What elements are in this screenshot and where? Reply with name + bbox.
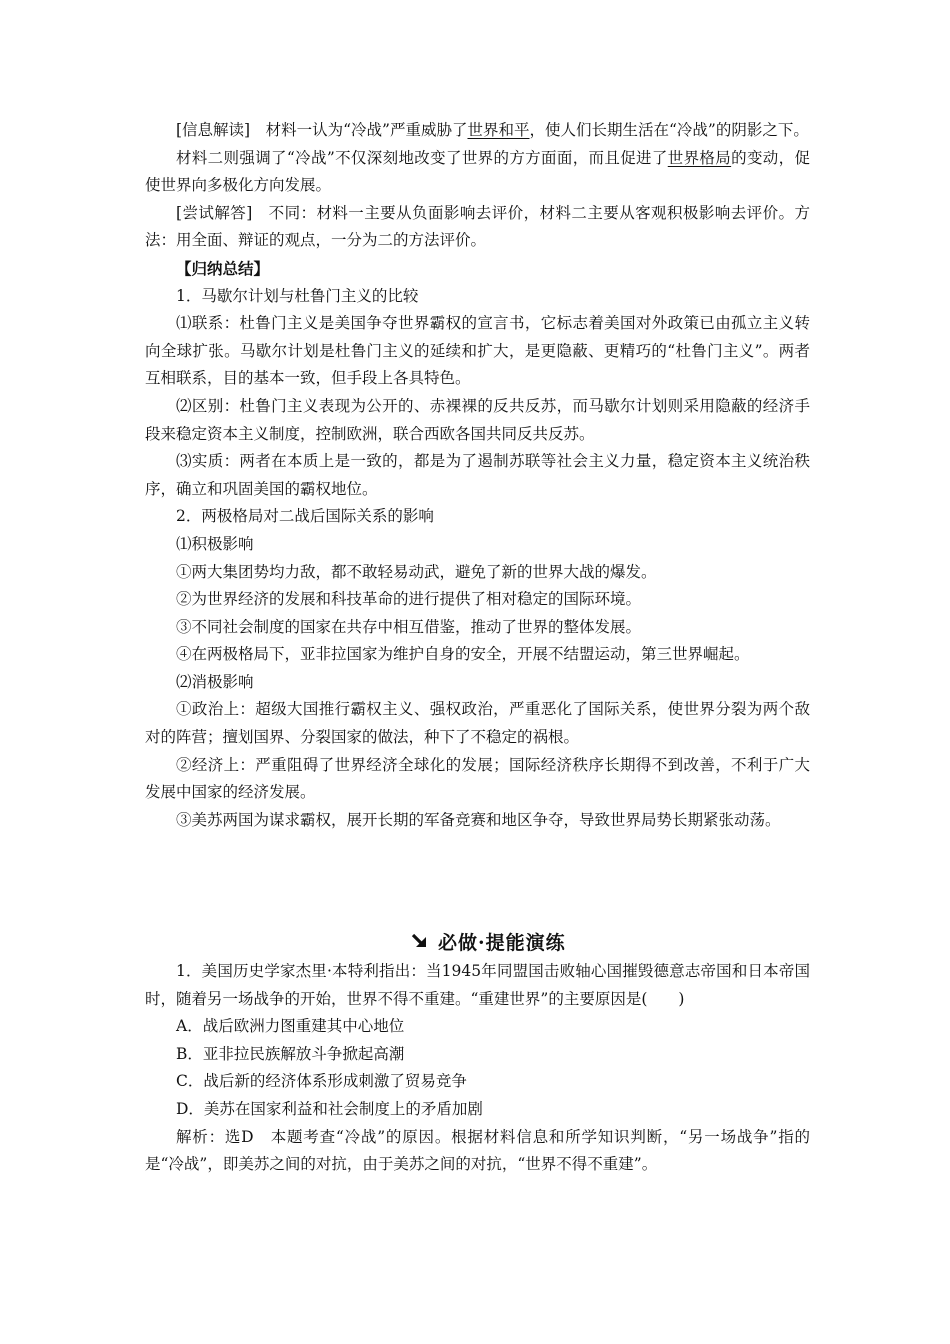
positive-impact-title: ⑴积极影响: [176, 534, 254, 553]
negative-impact-title: ⑵消极影响: [176, 672, 254, 691]
comparison-essence: ⑶实质：两者在本质上是一致的，都是为了遏制苏联等社会主义力量，稳定资本主义统治秩序，确立和巩固美国的霸权地位。: [145, 452, 810, 498]
option-c: C．战后新的经济体系形成刺激了贸易竞争: [176, 1072, 467, 1091]
section-title-text: 必做·提能演练: [438, 931, 566, 954]
negative-item: ③美苏两国为谋求霸权，展开长期的军备竞赛和地区争夺，导致世界局势长期紧张动荡。: [176, 810, 781, 829]
material-two-paragraph: 材料二则强调了“冷战”不仅深刻地改变了世界的方方面面，而且促进了世界格局的变动，促使世界向多极化方向发展。: [145, 148, 810, 195]
option-b: B．亚非拉民族解放斗争掀起高潮: [176, 1044, 405, 1063]
positive-item: ②为世界经济的发展和科技革命的进行提供了相对稳定的国际环境。: [176, 590, 642, 609]
subsection-title-1: 1．马歇尔计划与杜鲁门主义的比较: [176, 286, 419, 305]
negative-item: ②经济上：严重阻碍了世界经济全球化的发展；国际经济秩序长期得不到改善，不利于广大发展中国家的经济发展。: [145, 755, 810, 802]
comparison-difference: ⑵区别：杜鲁门主义表现为公开的、赤裸裸的反共反苏，而马歇尔计划则采用隐蔽的经济手段来稳定资本主义制度，控制欧洲，联合西欧各国共同反共反苏。: [145, 396, 810, 443]
underlined-term-world-pattern: 世界格局: [667, 148, 732, 167]
positive-item: ④在两极格局下，亚非拉国家为维护自身的安全，开展不结盟运动，第三世界崛起。: [176, 645, 750, 664]
arrow-down-right-icon: [410, 931, 430, 951]
summary-title: 【归纳总结】: [176, 258, 270, 278]
negative-item: ①政治上：超级大国推行霸权主义、强权政治，严重恶化了国际关系，使世界分裂为两个敌对的阵营；擅划国界、分裂国家的做法，种下了不稳定的祸根。: [145, 700, 810, 747]
try-answer-tag: [尝试解答]: [176, 203, 253, 222]
info-reading-paragraph: [信息解读] 材料一认为“冷战”严重威胁了世界和平，使人们长期生活在“冷战”的阴影之下。: [176, 121, 809, 139]
practice-section-title: [410, 926, 610, 956]
comparison-link: ⑴联系：杜鲁门主义是美国争夺世界霸权的宣言书，它标志着美国对外政策已由孤立主义转向全球扩张。马歇尔计划是杜鲁门主义的延续和扩大，是更隐蔽、更精巧的“杜鲁门主义”。两者互相联系，目的基本一致，但手段上各具特色。: [145, 314, 810, 388]
summary-section: [145, 117, 810, 834]
question-analysis: 解析：选D 本题考查“冷战”的原因。根据材料信息和所学知识判断，“另一场战争”指的是“冷战”，即美苏之间的对抗，由于美苏之间的对抗，“世界不得不重建”。: [145, 1127, 810, 1174]
positive-item: ③不同社会制度的国家在共存中相互借鉴，推动了世界的整体发展。: [176, 617, 642, 636]
underlined-term-world-peace: 世界和平: [467, 121, 530, 139]
question-stem: 1．美国历史学家杰里·本特利指出：当1945年同盟国击败轴心国摧毁德意志帝国和日本帝国时，随着另一场战争的开始，世界不得不重建。“重建世界”的主要原因是( ): [145, 962, 810, 1008]
try-answer-paragraph: [尝试解答] 不同：材料一主要从负面影响去评价，材料二主要从客观积极影响去评价。方法：用全面、辩证的观点，一分为二的方法评价。: [145, 203, 810, 250]
info-reading-tag: [信息解读]: [176, 121, 251, 139]
option-d: D．美苏在国家利益和社会制度上的矛盾加剧: [176, 1099, 483, 1118]
option-a: A．战后欧洲力图重建其中心地位: [176, 1017, 405, 1036]
positive-item: ①两大集团势均力敌，都不敢轻易动武，避免了新的世界大战的爆发。: [176, 562, 657, 581]
subsection-title-2: 2．两极格局对二战后国际关系的影响: [176, 507, 434, 526]
question-1: [145, 958, 810, 1179]
